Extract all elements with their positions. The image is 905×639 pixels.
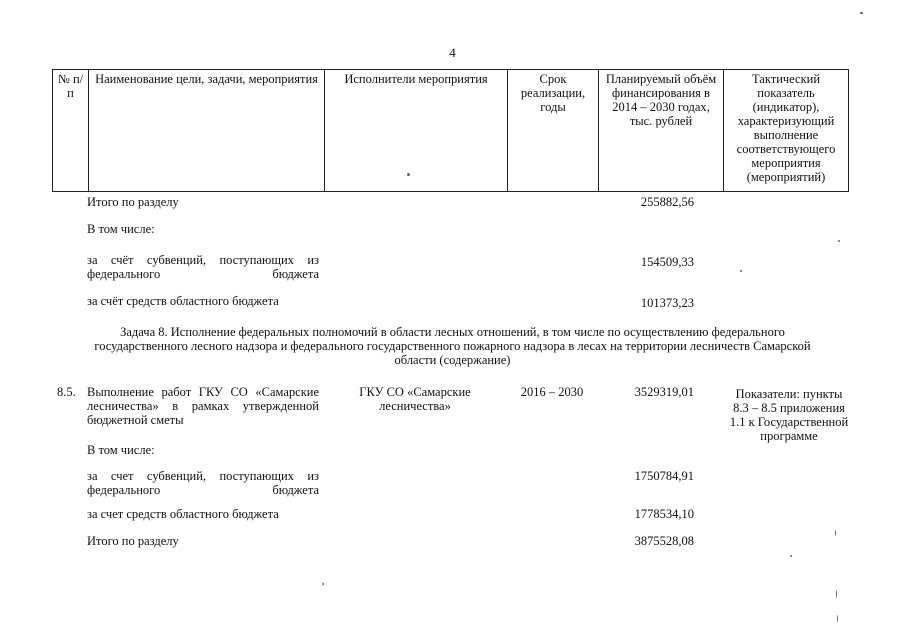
federal-subvention-label: за счёт субвенций, поступающих из федерального бюджета	[87, 253, 319, 281]
scan-speck	[838, 240, 840, 242]
task-heading: Задача 8. Исполнение федеральных полномочий в области лесных отношений, в том числе по осуществлению федерального государственного лесного надзора и федерального государственного пожарного надзора в лесах на территории лесничеств Самарской области (содержание)	[94, 325, 811, 367]
header-col-indicator: Тактический показатель (индикатор), характеризующий выполнение соответствующего мероприятия (мероприятий)	[724, 70, 849, 192]
row-including-label: В том числе:	[87, 443, 155, 457]
scan-speck	[860, 12, 863, 14]
section-total-label: Итого по разделу	[87, 195, 179, 209]
row-total-value: 3875528,08	[634, 534, 694, 548]
row-regional-value: 1778534,10	[634, 507, 694, 521]
row-executor: ГКУ СО «Самарские лесничества»	[359, 385, 471, 413]
row-activity-name: Выполнение работ ГКУ СО «Самарские лесничества» в рамках утвержденной бюджетной сметы	[87, 385, 319, 427]
row-federal-value: 1750784,91	[634, 469, 694, 483]
row-amount: 3529319,01	[634, 385, 694, 399]
row-regional-label: за счет средств областного бюджета	[87, 507, 279, 521]
regional-budget-value: 101373,23	[640, 296, 694, 310]
scan-speck	[407, 173, 410, 176]
header-col-financing: Планируемый объём финансирования в 2014 – 2030 годах, тыс. рублей	[599, 70, 724, 192]
row-federal-label: за счет субвенций, поступающих из федерального бюджета	[87, 469, 319, 497]
header-col-name: Наименование цели, задачи, мероприятия	[89, 70, 325, 192]
scan-speck	[740, 270, 742, 272]
section-total-value: 255882,56	[640, 195, 694, 209]
page-number: 4	[449, 45, 456, 60]
scan-speck	[835, 530, 836, 536]
row-term: 2016 – 2030	[520, 385, 584, 399]
regional-budget-label: за счёт средств областного бюджета	[87, 294, 279, 308]
federal-subvention-value: 154509,33	[640, 255, 694, 269]
scan-speck	[836, 590, 837, 598]
header-col-executors: Исполнители мероприятия	[325, 70, 508, 192]
scan-speck	[322, 583, 324, 585]
scan-speck	[837, 615, 838, 622]
including-label: В том числе:	[87, 222, 155, 236]
row-number: 8.5.	[57, 385, 76, 399]
row-indicator: Показатели: пункты 8.3 – 8.5 приложения 1.1 к Государственной программе	[729, 387, 849, 443]
header-col-number: № п/п	[53, 70, 89, 192]
table-header	[52, 69, 849, 192]
row-total-label: Итого по разделу	[87, 534, 179, 548]
scan-speck	[790, 555, 792, 557]
header-col-term: Срок реализации, годы	[508, 70, 599, 192]
